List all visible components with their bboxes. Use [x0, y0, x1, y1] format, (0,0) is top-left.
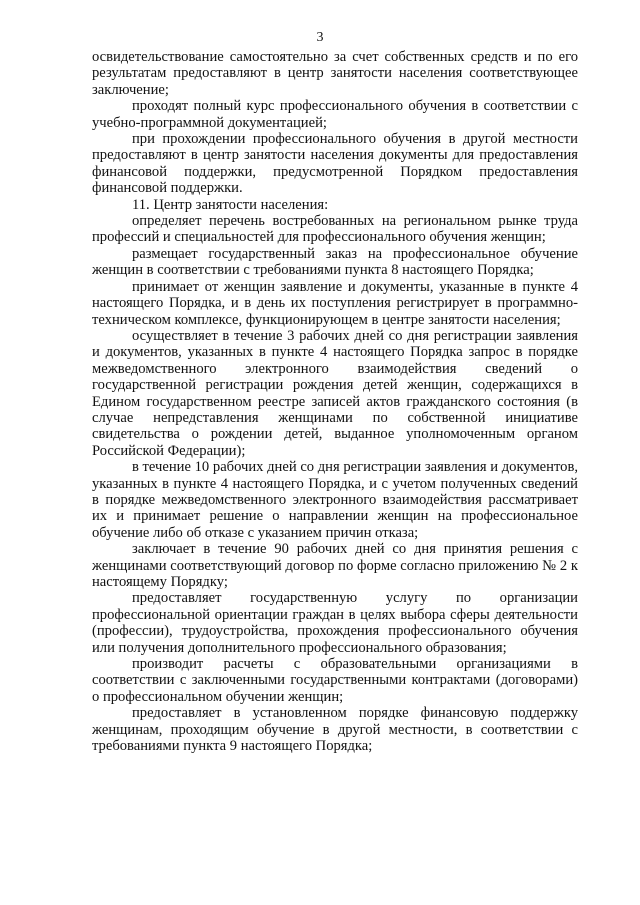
paragraph: производит расчеты с образовательными организациями в соответствии с заключенными государственными контрактами (договорами) о профессиональном обучении женщин;	[92, 656, 578, 705]
paragraph: проходят полный курс профессионального обучения в соответствии с учебно-программной документацией;	[92, 98, 578, 131]
paragraph: размещает государственный заказ на профессиональное обучение женщин в соответствии с требованиями пункта 8 настоящего Порядка;	[92, 245, 578, 279]
page-number: 3	[316, 30, 324, 45]
paragraph: определяет перечень востребованных на региональном рынке труда профессий и специальностей для профессионального обучения женщин;	[92, 213, 578, 246]
paragraph: осуществляет в течение 3 рабочих дней со дня регистрации заявления и документов, указанных в пункте 4 настоящего Порядка запрос в порядке межведомственного электронного взаимодействия сведений о государственной регистрации рождения детей женщин, содержащихся в Едином государственном реестре записей актов гражданского состояния (в случае непредставления женщинами по собственной инициативе свидетельства о рождении детей, выданное уполномоченным органом Российской Федерации);	[92, 327, 578, 459]
paragraph: при прохождении профессионального обучения в другой местности предоставляют в центр занятости населения документы для предоставления финансовой поддержки, предусмотренной Порядком предоставления финансовой поддержки.	[92, 131, 578, 197]
paragraph: предоставляет в установленном порядке финансовую поддержку женщинам, проходящим обучение в другой местности, в соответствии с требованиями пункта 9 настоящего Порядка;	[92, 705, 578, 755]
document-body	[92, 49, 578, 754]
paragraph: заключает в течение 90 рабочих дней со дня принятия решения с женщинами соответствующий договор по форме согласно приложению № 2 к настоящему Порядку;	[92, 541, 578, 590]
paragraph: в течение 10 рабочих дней со дня регистрации заявления и документов, указанных в пункте 4 настоящего Порядка, и с учетом полученных сведений в порядке межведомственного электронного взаимодействия рассматривает их и принимает решение о направлении женщин на профессиональное обучение либо об отказе с указанием причин отказа;	[92, 459, 578, 541]
paragraph: предоставляет государственную услугу по организации профессиональной ориентации граждан в целях выбора сферы деятельности (профессии), трудоустройства, прохождения профессионального обучения или получения дополнительного профессионального образования;	[92, 590, 578, 656]
paragraph: принимает от женщин заявление и документы, указанные в пункте 4 настоящего Порядка, и в день их поступления регистрирует в программно-техническом комплексе, функционирующем в центре занятости населения;	[92, 278, 578, 328]
section-heading: 11. Центр занятости населения:	[132, 196, 329, 213]
paragraph-continuation: освидетельствование самостоятельно за счет собственных средств и по его результатам предоставляют в центр занятости населения соответствующее заключение;	[92, 49, 578, 98]
